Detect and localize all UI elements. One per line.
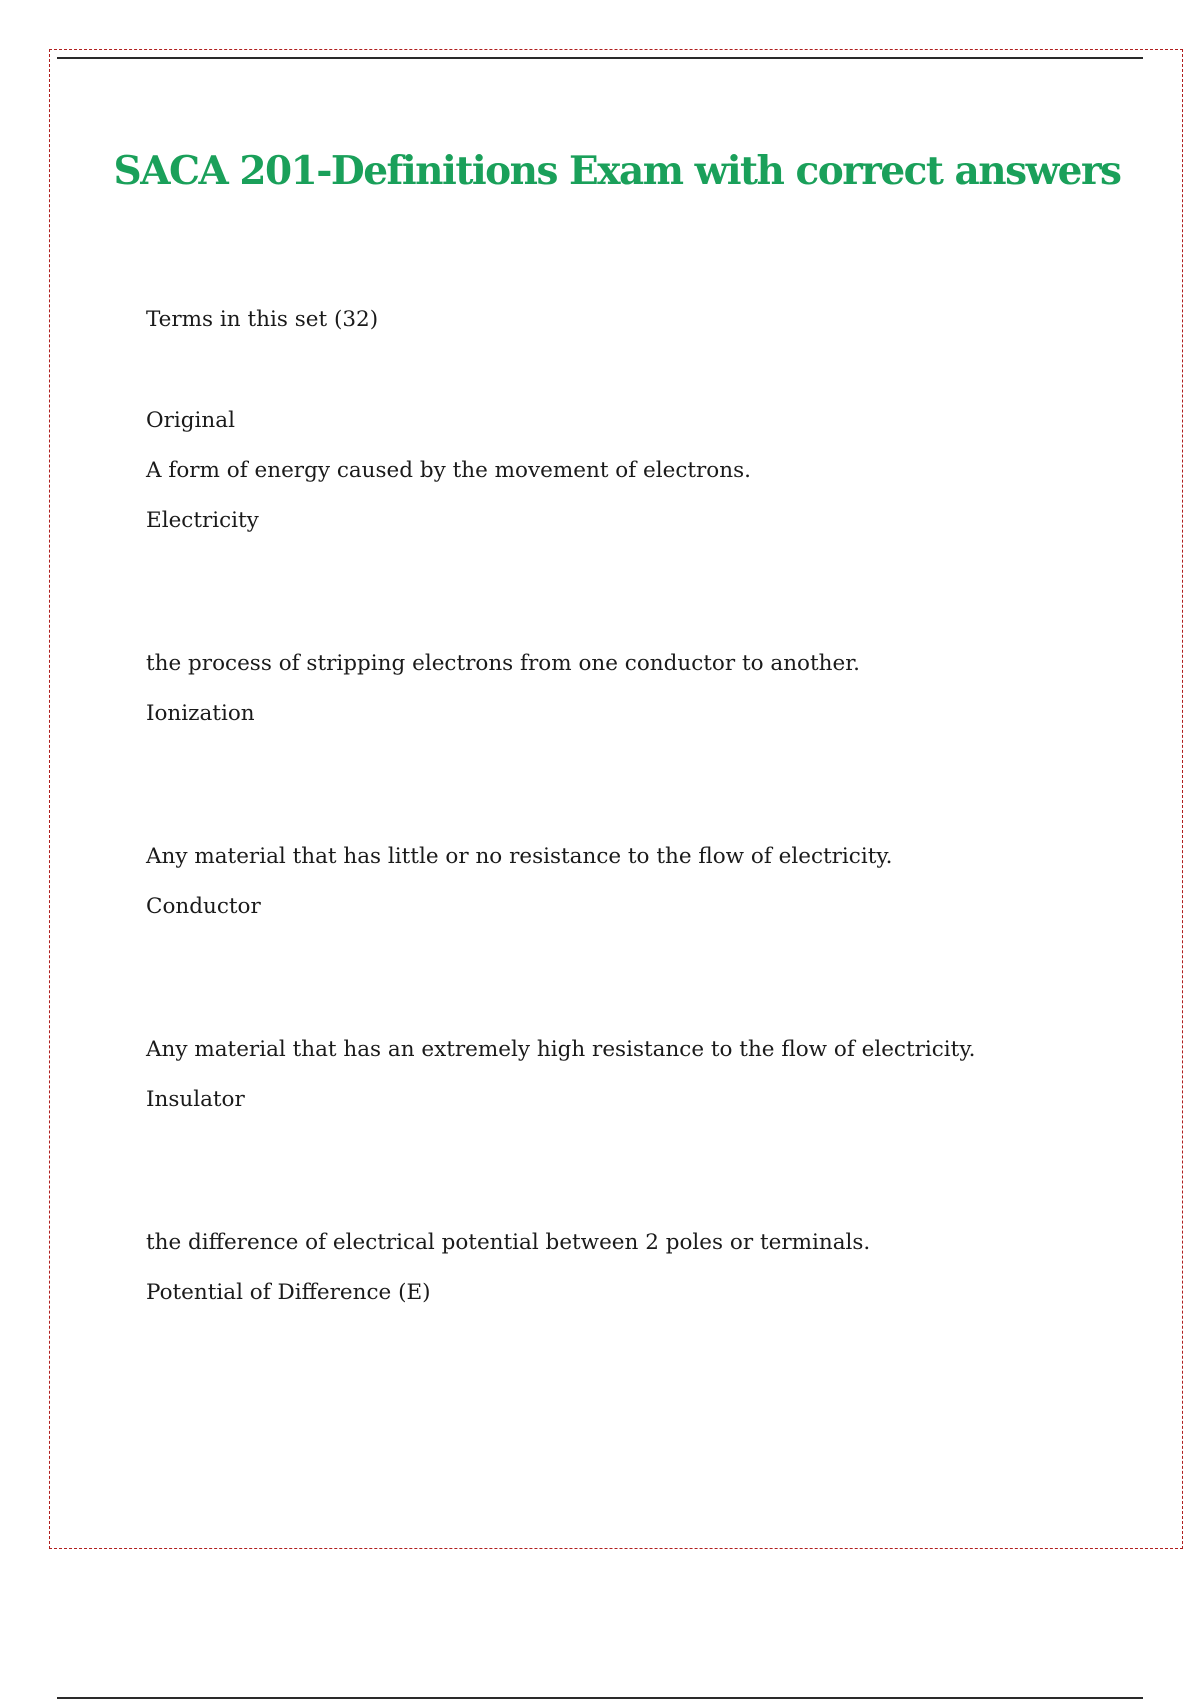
card-term: Conductor — [146, 894, 261, 919]
card-definition: A form of energy caused by the movement of electrons. — [146, 458, 751, 483]
term-card — [146, 1223, 1146, 1313]
top-rule — [57, 57, 1143, 59]
document-title: SACA 201-Definitions Exam with correct answers — [113, 148, 1121, 194]
card-definition: Any material that has an extremely high resistance to the flow of electricity. — [146, 1037, 976, 1062]
card-prefix: Original — [146, 408, 235, 433]
card-term: Potential of Difference (E) — [146, 1280, 431, 1305]
term-card — [146, 837, 1146, 927]
terms-count: Terms in this set (32) — [146, 307, 379, 332]
term-card — [146, 1030, 1146, 1120]
document-content — [146, 300, 1146, 1313]
card-term: Electricity — [146, 508, 259, 533]
term-card — [146, 401, 1146, 541]
bottom-rule — [57, 1697, 1143, 1699]
term-card — [146, 644, 1146, 734]
card-term: Ionization — [146, 701, 255, 726]
card-definition: the process of stripping electrons from one conductor to another. — [146, 651, 860, 676]
card-definition: Any material that has little or no resistance to the flow of electricity. — [146, 844, 893, 869]
card-term: Insulator — [146, 1087, 245, 1112]
card-definition: the difference of electrical potential between 2 poles or terminals. — [146, 1230, 871, 1255]
